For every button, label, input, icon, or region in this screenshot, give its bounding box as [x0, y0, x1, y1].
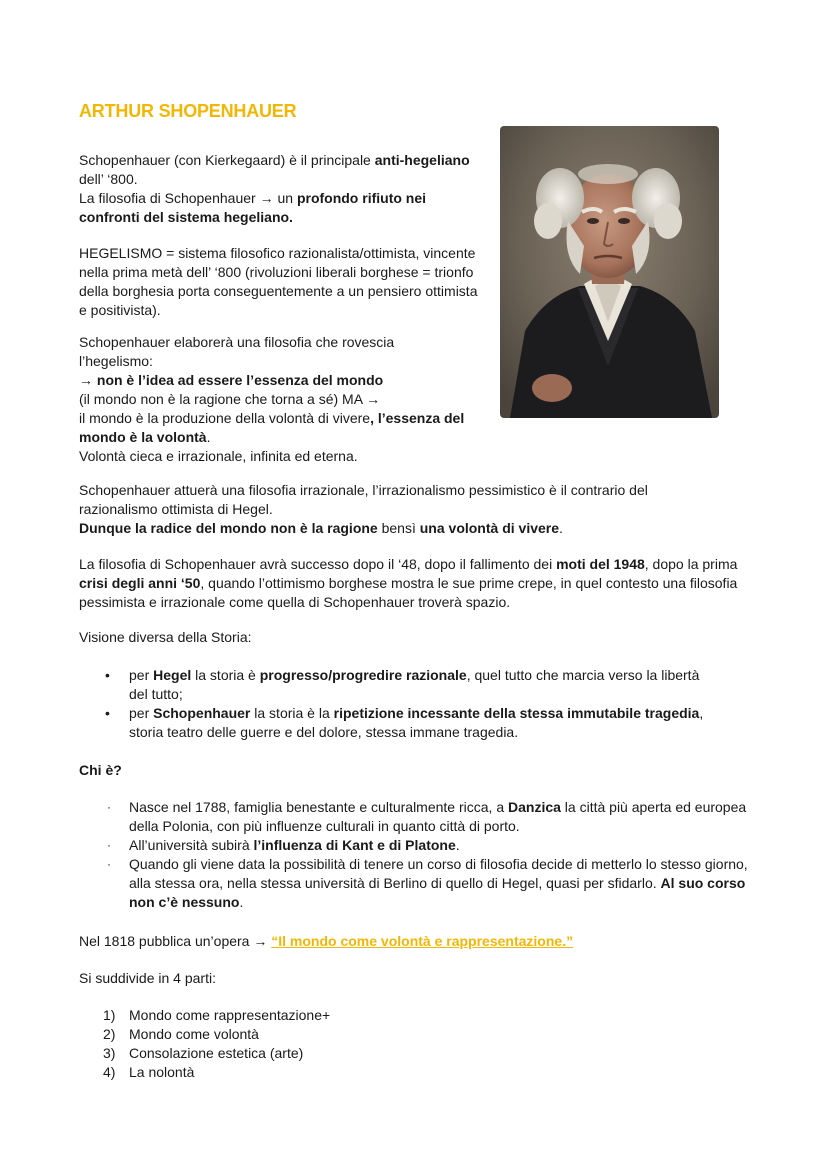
intro-paragraph-1: Schopenhauer (con Kierkegaard) è il principale anti-hegeliano dell’ ‘800. [79, 152, 470, 187]
rovescia-line-2: → non è l’idea ad essere l’essenza del mondo [79, 372, 384, 388]
bullet-marker: • [105, 667, 110, 683]
bullet-marker: · [107, 857, 111, 871]
parti-list [79, 1006, 759, 1082]
hegelismo-paragraph: HEGELISMO = sistema filosofico razionalista/ottimista, vincente nella prima metà dell’ ‘800 (rivoluzioni liberali borghese = trionfo della borghesia porta conseguentemente a un pensiero ottimista e positivista). [79, 245, 478, 318]
rovescia-paragraph [79, 333, 489, 466]
irrazionale-paragraph [79, 481, 759, 538]
bullet-marker: · [107, 838, 111, 852]
opera-paragraph: Nel 1818 pubblica un’opera → “Il mondo come volontà e rappresentazione.” [79, 933, 574, 949]
irrazionale-conclusion: Dunque la radice del mondo non è la ragione bensì una volontà di vivere. [79, 520, 563, 536]
list-number: 1) [103, 1007, 116, 1023]
bullet-marker: · [107, 800, 111, 814]
portrait-illustration [500, 126, 719, 418]
storia-heading: Visione diversa della Storia: [79, 629, 252, 645]
opera-title-link[interactable]: “Il mondo come volontà e rappresentazione.” [271, 933, 574, 949]
chi-list [79, 798, 759, 912]
list-number: 3) [103, 1045, 116, 1061]
list-item: 1) Mondo come rappresentazione+ [103, 1007, 331, 1023]
list-number: 2) [103, 1026, 116, 1042]
chi-heading: Chi è? [79, 762, 122, 778]
list-item: 3) Consolazione estetica (arte) [103, 1045, 304, 1061]
rovescia-line-4: il mondo è la produzione della volontà di vivere, l’essenza del mondo è la volontà. [79, 410, 465, 445]
list-item: • per Schopenhauer la storia è la ripetizione incessante della stessa immutabile tragedia, storia teatro delle guerre e del dolore, stessa immane tragedia. [105, 705, 704, 740]
parti-heading: Si suddivide in 4 parti: [79, 970, 216, 986]
list-item: • per Hegel la storia è progresso/progredire razionale, quel tutto che marcia verso la libertà del tutto; [105, 667, 700, 702]
bullet-marker: • [105, 705, 110, 721]
portrait-image [500, 126, 719, 418]
rovescia-line-1: Schopenhauer elaborerà una filosofia che rovescia l’hegelismo: [79, 334, 395, 369]
irrazionale-text: Schopenhauer attuerà una filosofia irrazionale, l’irrazionalismo pessimistico è il contrario del razionalismo ottimista di Hegel. [79, 482, 648, 517]
successo-paragraph: La filosofia di Schopenhauer avrà successo dopo il ‘48, dopo il fallimento dei moti del 1948, dopo la prima crisi degli anni ‘50, quando l’ottimismo borghese mostra le sue prime crepe, in quel contesto una filosofia pessimista e irrazionale come quella di Schopenhauer troverà spazio. [79, 556, 738, 610]
list-item: · Nasce nel 1788, famiglia benestante e culturalmente ricca, a Danzica la città più aperta ed europea della Polonia, con più influenze culturali in quanto città di porto. [107, 799, 747, 834]
list-item: 4) La nolontà [103, 1064, 195, 1080]
list-item: · Quando gli viene data la possibilità di tenere un corso di filosofia decide di metterlo lo stesso giorno, alla stessa ora, nella stessa università di Berlino di quello di Hegel, quasi per sfidarlo. Al suo corso non c’è nessuno. [107, 856, 748, 910]
list-item: · All’università subirà l’influenza di Kant e di Platone. [107, 837, 460, 853]
storia-list [79, 666, 759, 742]
rovescia-line-3: (il mondo non è la ragione che torna a sé) MA → [79, 391, 381, 407]
list-number: 4) [103, 1064, 116, 1080]
list-item: 2) Mondo come volontà [103, 1026, 259, 1042]
page-title: ARTHUR SHOPENHAUER [79, 101, 297, 121]
intro-paragraph-2: La filosofia di Schopenhauer → un profondo rifiuto nei confronti del sistema hegeliano. [79, 190, 427, 225]
rovescia-line-5: Volontà cieca e irrazionale, infinita ed eterna. [79, 448, 358, 464]
